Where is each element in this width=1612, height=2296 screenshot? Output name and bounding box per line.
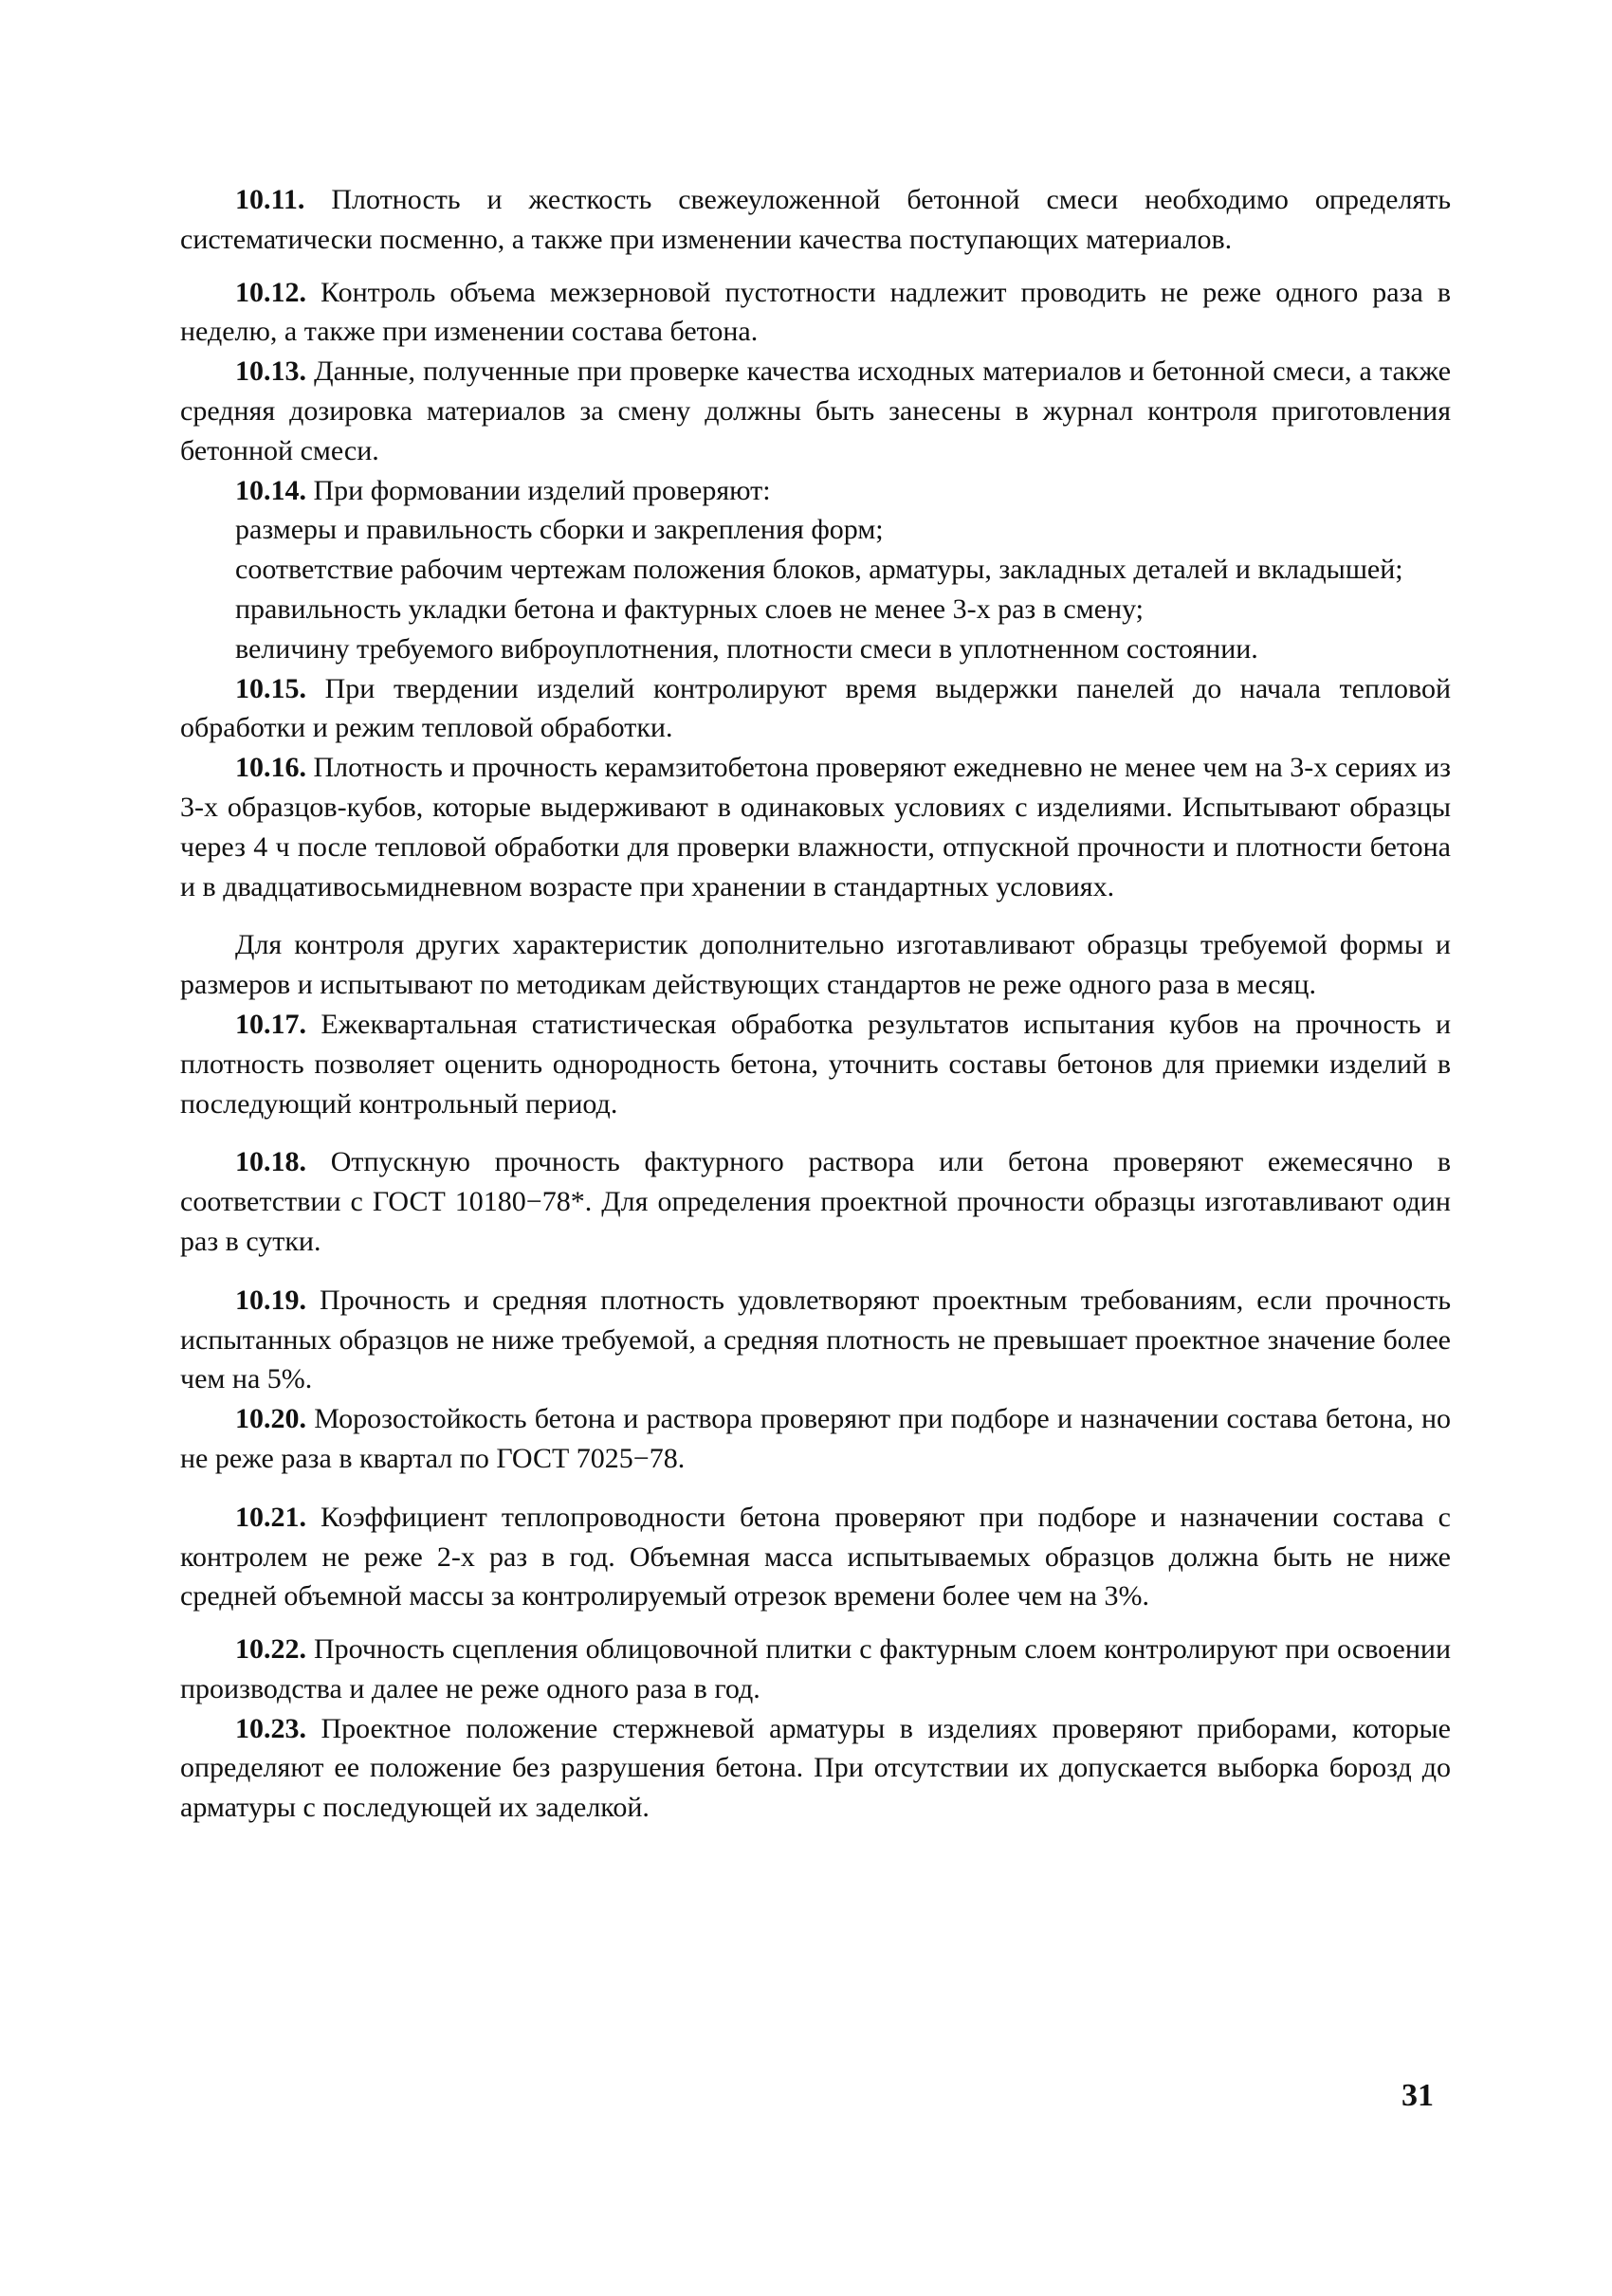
paragraph-text: Плотность и жесткость свежеуложенной бетонной смеси необходимо определять систематически посменно, а также при изменении качества поступающих материалов.	[180, 184, 1452, 255]
paragraph-10-21	[180, 1498, 1451, 1616]
paragraph-text: Данные, полученные при проверке качества исходных материалов и бетонной смеси, а также средняя дозировка материалов за смену должны быть занесены в журнал контроля приготовления бетонной смеси.	[180, 355, 1452, 466]
paragraph-text: При твердении изделий контролируют время выдержки панелей до начала тепловой обработки и режим тепловой обработки.	[180, 672, 1451, 744]
paragraph-10-15	[180, 669, 1451, 749]
paragraph-10-22	[180, 1630, 1451, 1709]
clause-number: 10.15.	[235, 672, 306, 704]
clause-number: 10.11.	[235, 184, 305, 215]
paragraph-10-12	[180, 273, 1451, 353]
paragraph-10-20	[180, 1399, 1451, 1479]
paragraph-10-16-continued	[180, 925, 1451, 1005]
clause-number: 10.22.	[235, 1633, 306, 1666]
clause-number: 10.13.	[235, 355, 306, 388]
list-item-text: правильность укладки бетона и фактурных слоев не менее 3-х раз в смену;	[235, 592, 1145, 625]
paragraph-10-17	[180, 1005, 1451, 1123]
paragraph-text: Контроль объема межзерновой пустотности надлежит проводить не реже одного раза в неделю, а также при изменении состава бетона.	[180, 276, 1451, 348]
paragraph-text: Проектное положение стержневой арматуры в изделиях проверяют приборами, которые определяют ее положение без разрушения бетона. При отсутствии их допускается выборка борозд до арматуры с последующей их заделкой.	[180, 1712, 1451, 1824]
clause-number: 10.21.	[235, 1501, 306, 1533]
paragraph-text: Прочность и средняя плотность удовлетворяют проектным требованиям, если прочность испытанных образцов не ниже требуемой, а средняя плотность не превышает проектное значение более чем на 5%.	[180, 1284, 1451, 1395]
clause-number: 10.12.	[235, 276, 306, 308]
paragraph-text: Отпускную прочность фактурного раствора или бетона проверяют ежемесячно в соответствии с ГОСТ 10180−78*. Для определения проектной прочности образцы изготавливают один раз в сутки.	[180, 1146, 1451, 1257]
paragraph-10-14	[180, 471, 1451, 511]
page-body	[180, 180, 1451, 1828]
clause-number: 10.16.	[235, 752, 306, 784]
list-item	[180, 510, 1451, 550]
list-item-text: соответствие рабочим чертежам положения блоков, арматуры, закладных деталей и вкладышей;	[235, 554, 1403, 586]
paragraph-text: Прочность сцепления облицовочной плитки с фактурным слоем контролируют при освоении производства и далее не реже одного раза в год.	[180, 1633, 1451, 1704]
clause-number: 10.19.	[235, 1284, 306, 1316]
clause-number: 10.14.	[235, 474, 306, 506]
paragraph-10-11	[180, 180, 1451, 260]
paragraph-10-23	[180, 1709, 1451, 1828]
paragraph-text: Коэффициент теплопроводности бетона проверяют при подборе и назначении состава с контролем не реже 2-х раз в год. Объемная масса испытываемых образцов должна быть не ниже средней объемной массы за контролируемый отрезок времени более чем на 3%.	[180, 1501, 1451, 1613]
paragraph-text: Для контроля других характеристик дополнительно изготавливают образцы требуемой формы и размеров и испытывают по методикам действующих стандартов не реже одного раза в месяц.	[180, 929, 1451, 1001]
paragraph-text: Плотность и прочность керамзитобетона проверяют ежедневно не менее чем на 3-х сериях из 3-х образцов-кубов, которые выдерживают в одинаковых условиях с изделиями. Испытывают образцы через 4 ч после тепловой обработки для проверки влажности, отпускной прочности и плотности бетона и в двадцативосьмидневном возрасте при хранении в стандартных условиях.	[180, 752, 1451, 902]
list-item-text: величину требуемого виброуплотнения, плотности смеси в уплотненном состоянии.	[235, 632, 1258, 665]
paragraph-10-19	[180, 1281, 1451, 1399]
paragraph-10-18	[180, 1142, 1451, 1261]
list-item	[180, 629, 1451, 669]
clause-number: 10.18.	[235, 1146, 306, 1178]
paragraph-10-13	[180, 352, 1451, 470]
paragraph-text: При формовании изделий проверяют:	[313, 474, 771, 506]
paragraph-10-16	[180, 748, 1451, 906]
clause-number: 10.20.	[235, 1403, 306, 1435]
list-item-text: размеры и правильность сборки и закрепления форм;	[235, 514, 884, 546]
page-number: 31	[1401, 2078, 1434, 2113]
clause-number: 10.17.	[235, 1008, 306, 1040]
list-item	[180, 590, 1451, 629]
clause-number: 10.23.	[235, 1712, 306, 1744]
paragraph-text: Морозостойкость бетона и раствора проверяют при подборе и назначении состава бетона, но не реже раза в квартал по ГОСТ 7025−78.	[180, 1403, 1451, 1474]
paragraph-text: Ежеквартальная статистическая обработка результатов испытания кубов на прочность и плотность позволяет оценить однородность бетона, уточнить составы бетонов для приемки изделий в последующий контрольный период.	[180, 1008, 1451, 1120]
list-item	[180, 550, 1451, 590]
